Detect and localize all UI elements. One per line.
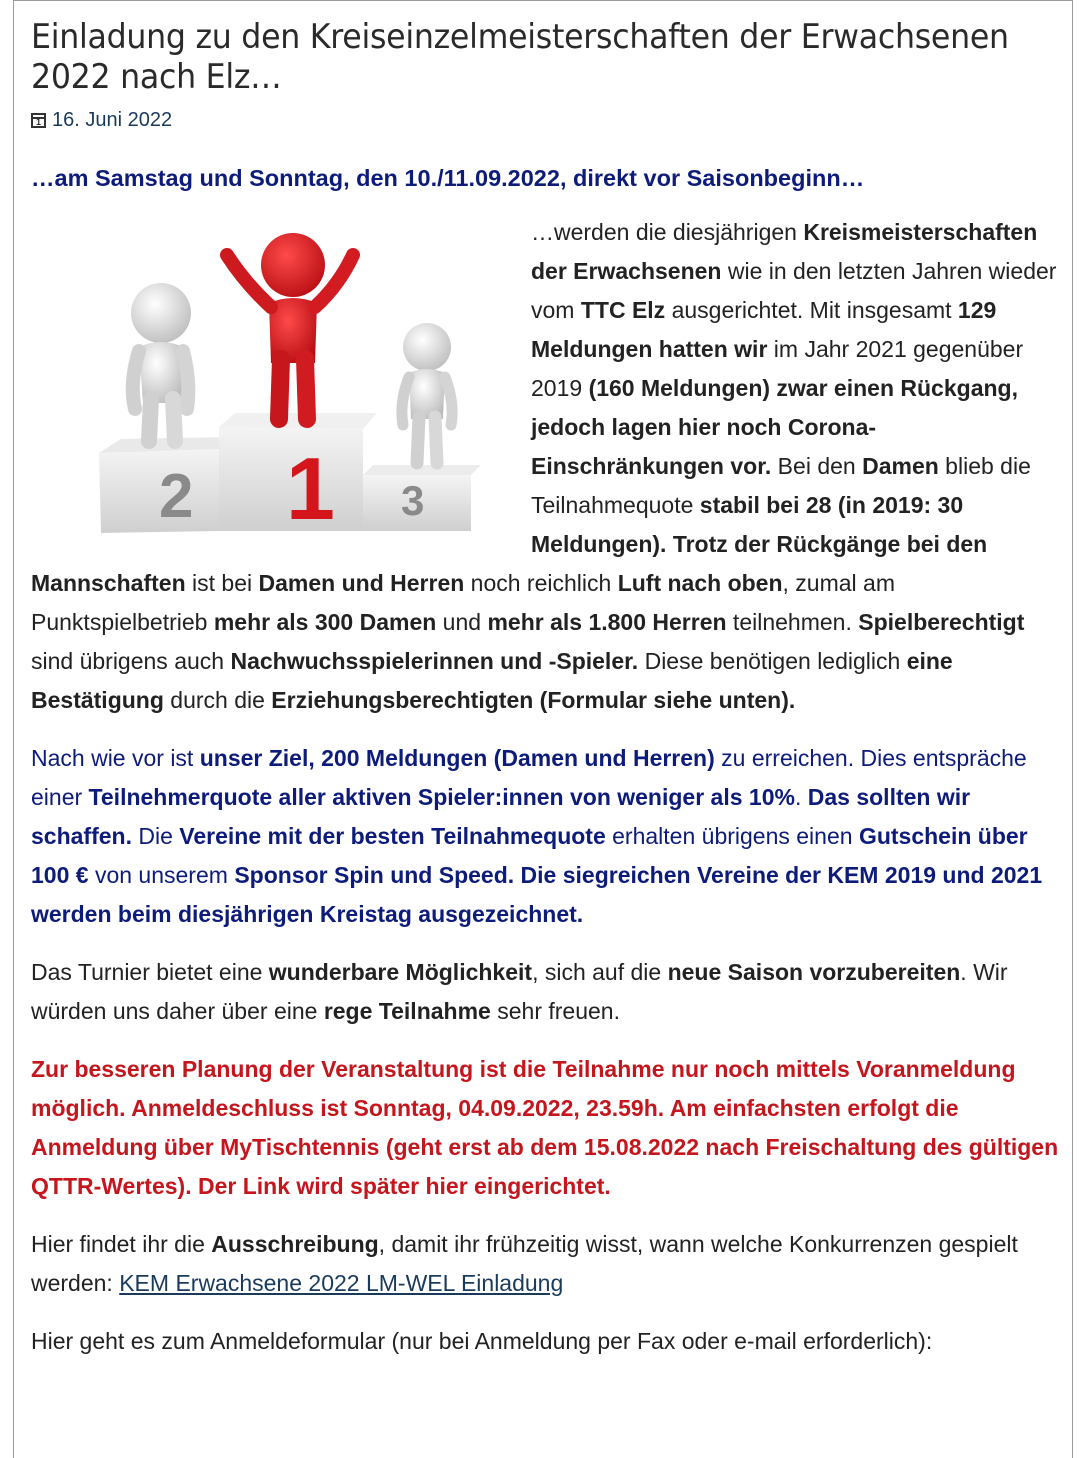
p2-run-4: .	[794, 784, 808, 810]
paragraph-tournament	[31, 953, 1061, 1031]
post-date-text: 16. Juni 2022	[52, 109, 173, 131]
p1-run-22: sind übrigens auch	[31, 648, 231, 674]
p1-run-21: Spielberechtigt	[858, 609, 1025, 635]
p2-run-6: Die	[131, 823, 180, 849]
announcement-text-before: Hier findet ihr die	[31, 1231, 212, 1257]
kem-invitation-link[interactable]: KEM Erwachsene 2022 LM-WEL Einladung	[119, 1270, 564, 1296]
podium-number-3: 3	[401, 477, 425, 524]
article-content	[31, 17, 1061, 1361]
p3-run-4: . Wir würden uns daher über eine	[31, 959, 1008, 1024]
p1-run-23: Nachwuchsspielerinnen und -Spieler.	[230, 648, 639, 674]
lead-text: …am Samstag und Sonntag, den 10./11.09.2022, direkt vor Saisonbeginn…	[31, 165, 865, 191]
p1-run-24: Diese benötigen lediglich	[638, 648, 907, 674]
podium-illustration	[31, 213, 529, 545]
figure-second-place	[131, 283, 191, 441]
p1-run-3: TTC Elz	[580, 297, 666, 323]
p1-run-16: , zumal am Punktspielbetrieb	[31, 570, 896, 635]
article-title: Einladung zu den Kreiseinzelmeisterschaften der Erwachsenen 2022 nach Elz…	[31, 17, 1009, 97]
paragraph-registration-form: Hier geht es zum Anmeldeformular (nur bei Anmeldung per Fax oder e-mail erforderlich):	[31, 1328, 933, 1354]
post-date	[31, 109, 1061, 132]
p1-run-0: …werden die diesjährigen	[531, 219, 804, 245]
p2-run-1: unser Ziel, 200 Meldungen (Damen und Herren)	[199, 745, 715, 771]
article-page	[13, 0, 1073, 1458]
p1-run-26: durch die	[163, 687, 272, 713]
p2-run-0: Nach wie vor ist	[31, 745, 200, 771]
p1-run-13: Damen und Herren	[258, 570, 465, 596]
p1-run-4: ausgerichtet. Mit insgesamt	[665, 297, 958, 323]
paragraph-registration-notice: Zur besseren Planung der Veranstaltung ist die Teilnahme nur noch mittels Voranmeldung möglich. Anmeldeschluss ist Sonntag, 04.09.2022, 23.59h. Am einfachsten erfolgt die Anmeldung über MyTischtennis (geht erst ab dem 15.08.2022 nach Freischaltung des gültigen QTTR-Wertes). Der Link wird später hier eingerichtet.	[31, 1056, 1059, 1199]
p1-run-9: Damen	[862, 453, 939, 479]
p3-run-3: neue Saison vorzubereiten	[667, 959, 961, 985]
p1-run-27: Erziehungsberechtigten (Formular siehe unten).	[271, 687, 796, 713]
p1-run-8: Bei den	[771, 453, 863, 479]
p1-run-17: mehr als 300 Damen	[213, 609, 437, 635]
paragraph-intro	[31, 213, 1061, 720]
p1-run-15: Luft nach oben	[617, 570, 783, 596]
figure-first-place	[227, 233, 353, 419]
paragraph-goal	[31, 739, 1061, 934]
p1-run-10: blieb die Teilnahmequote	[531, 453, 1031, 518]
p2-run-10: von unserem	[88, 862, 235, 888]
announcement-text-after: , damit ihr frühzeitig wisst, wann welche Konkurrenzen gespielt werden:	[31, 1231, 1018, 1296]
paragraph-announcement	[31, 1225, 1061, 1303]
p1-run-14: noch reichlich	[464, 570, 618, 596]
podium-number-1: 1	[286, 439, 335, 538]
p2-run-3: Teilnehmerquote aller aktiven Spieler:innen von weniger als 10%	[88, 784, 795, 810]
p2-run-8: erhalten übrigens einen	[605, 823, 859, 849]
p1-run-1: Kreismeisterschaften der Erwachsenen	[531, 219, 1038, 284]
p1-run-20: teilnehmen.	[726, 609, 859, 635]
p1-run-5: 129 Meldungen hatten wir	[531, 297, 997, 362]
p3-run-2: , sich auf die	[532, 959, 668, 985]
podium-number-2: 2	[159, 462, 194, 531]
p1-run-25: eine Bestätigung	[31, 648, 953, 713]
p2-run-9: Gutschein über 100 €	[31, 823, 1028, 888]
p1-run-12: ist bei	[185, 570, 259, 596]
p2-run-2: zu erreichen. Dies entspräche einer	[31, 745, 1027, 810]
p3-run-0: Das Turnier bietet eine	[31, 959, 269, 985]
calendar-icon	[31, 113, 46, 128]
p2-run-5: Das sollten wir schaffen.	[31, 784, 971, 849]
p1-run-2: wie in den letzten Jahren wieder vom	[531, 258, 1057, 323]
p1-run-6: im Jahr 2021 gegenüber 2019	[531, 336, 1024, 401]
p1-run-11: stabil bei 28 (in 2019: 30 Meldungen). Trotz der Rückgänge bei den Mannschaften	[31, 492, 988, 596]
podium-image	[31, 213, 529, 545]
p1-run-19: mehr als 1.800 Herren	[487, 609, 727, 635]
p3-run-6: sehr freuen.	[490, 998, 620, 1024]
figure-third-place	[402, 323, 452, 463]
p3-run-5: rege Teilnahme	[323, 998, 491, 1024]
p2-run-7: Vereine mit der besten Teilnahmequote	[179, 823, 606, 849]
p2-run-11: Sponsor Spin und Speed. Die siegreichen Vereine der KEM 2019 und 2021 werden beim diesjährigen Kreistag ausgezeichnet.	[31, 862, 1043, 927]
announcement-bold: Ausschreibung	[211, 1231, 379, 1257]
p3-run-1: wunderbare Möglichkeit	[268, 959, 533, 985]
p1-run-18: und	[436, 609, 488, 635]
p1-run-7: (160 Meldungen) zwar einen Rückgang, jedoch lagen hier noch Corona-Einschränkungen vor.	[531, 375, 1018, 479]
